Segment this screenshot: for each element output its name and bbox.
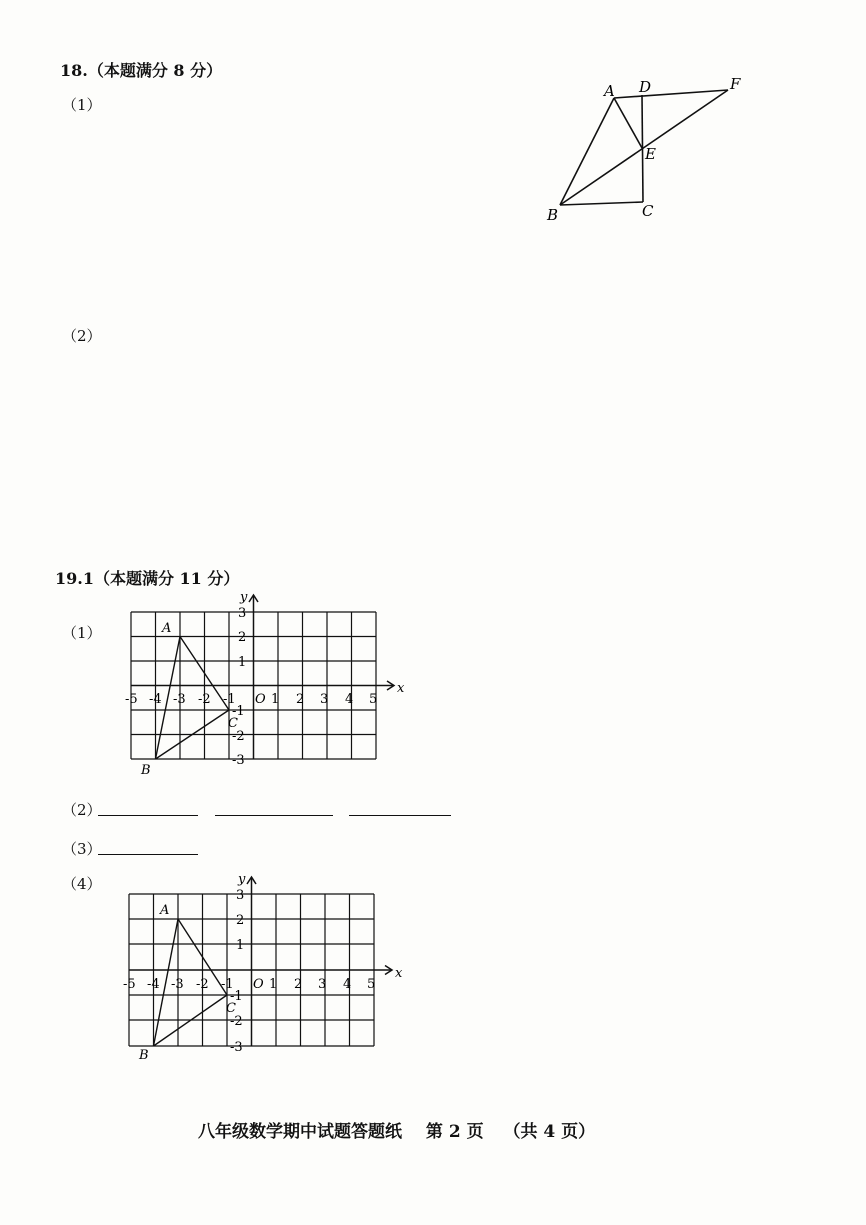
q18-title: 18.（本题满分 8 分） [60,61,223,80]
q18-geometry-figure [530,65,760,230]
x-tick: -3 [171,977,184,992]
x-tick: -5 [123,977,136,992]
y-axis-label: y [238,872,246,887]
q18-part2-label: （2） [62,327,102,345]
x-tick: -5 [125,692,138,707]
footer-title: 八年级数学期中试题答题纸 [198,1122,402,1142]
x-axis-label: x [397,681,405,696]
point-B-label: B [141,763,151,778]
x-tick: 4 [343,977,352,992]
x-axis-label: x [395,966,403,981]
footer-total-pages: （共 4 页） [503,1122,596,1142]
y-tick: 1 [238,655,247,670]
y-tick: 2 [238,630,247,645]
x-tick: 5 [369,692,378,707]
x-tick: 1 [269,977,278,992]
triangle-ABC [154,919,228,1046]
x-tick: -1 [223,692,236,707]
answer-blank-2a[interactable] [98,815,198,816]
y-tick: 2 [236,913,245,928]
x-tick: 3 [320,692,329,707]
segment-AB [560,98,614,205]
x-tick: -3 [173,692,186,707]
point-A-label: A [160,903,170,918]
answer-blank-2b[interactable] [215,815,333,816]
origin-label: O [253,977,264,992]
x-tick: 4 [345,692,354,707]
q19-part4-label: （4） [62,875,102,893]
y-tick: -1 [232,704,245,719]
y-tick: 3 [238,606,247,621]
x-tick: -1 [221,977,234,992]
coordinate-grid-2 [108,867,408,1067]
y-tick: -1 [230,989,243,1004]
label-B: B [547,206,559,224]
origin-label: O [255,692,266,707]
segment-AE [614,98,642,148]
y-tick: -2 [230,1014,243,1029]
x-tick: 2 [296,692,305,707]
y-tick: 1 [236,938,245,953]
answer-blank-2c[interactable] [349,815,451,816]
label-E: E [645,145,656,163]
label-F: F [730,75,741,93]
segment-BF [560,90,728,205]
x-tick: -4 [147,977,160,992]
answer-blank-3[interactable] [98,854,198,855]
footer-page-number: 第 2 页 [425,1122,484,1142]
point-C-label: C [228,716,238,731]
page-footer [198,1117,595,1142]
point-C-label: C [226,1001,236,1016]
label-A: A [604,82,615,100]
x-tick: 3 [318,977,327,992]
q19-part1-label: （1） [62,624,102,642]
y-axis-label: y [240,590,248,605]
x-tick: 5 [367,977,376,992]
y-tick: -3 [232,753,245,768]
q18-part1-label: （1） [62,96,102,114]
y-tick: -3 [230,1040,243,1055]
q19-part3-label: （3） [62,840,102,858]
label-C: C [642,202,654,220]
x-tick: 1 [271,692,280,707]
segment-AF [614,90,728,98]
x-tick: -2 [196,977,209,992]
q19-part2-label: （2） [62,801,102,819]
x-tick: -2 [198,692,211,707]
x-tick: -4 [149,692,162,707]
segment-BC [560,202,643,205]
x-tick: 2 [294,977,303,992]
label-D: D [639,78,652,96]
y-tick: 3 [236,888,245,903]
coordinate-grid-1 [110,585,410,785]
point-A-label: A [162,621,172,636]
triangle-ABC [156,637,230,760]
point-B-label: B [139,1048,149,1063]
q19-title: 19.1（本题满分 11 分） [55,569,240,588]
y-tick: -2 [232,729,245,744]
